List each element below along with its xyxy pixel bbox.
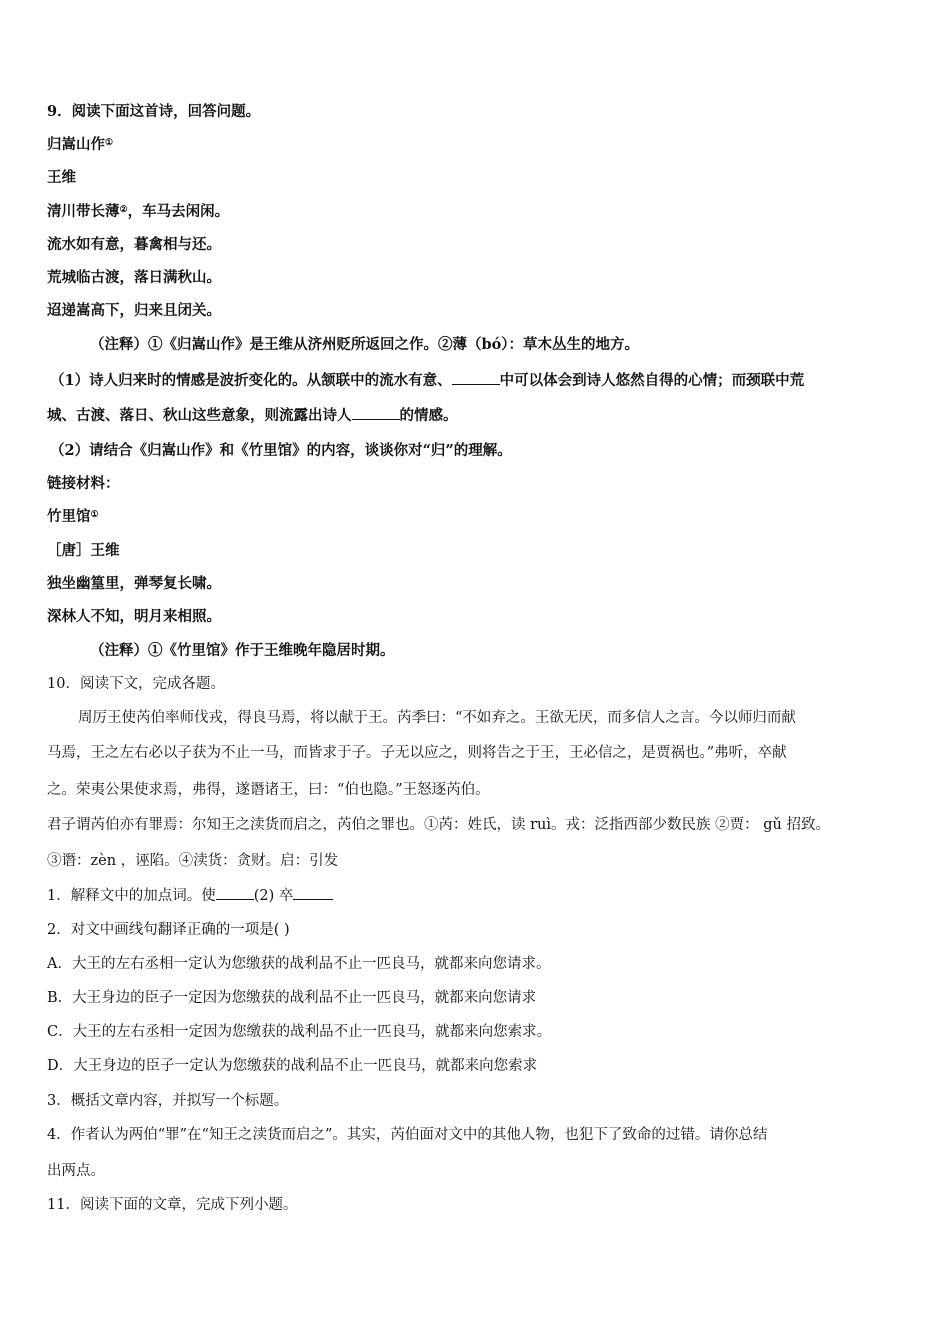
poem-title: 归嵩山作① xyxy=(47,136,114,153)
link-poem-title: 竹里馆① xyxy=(47,508,99,525)
poem-line-3: 荒城临古渡，落日满秋山。 xyxy=(47,269,221,286)
answer-blank[interactable] xyxy=(352,405,400,420)
q10-passage-line-2: 马焉，王之左右必以子获为不止一马，而皆求于子。子无以应之，则将告之于王，王必信之，是贾祸也。”弗听，卒献 xyxy=(47,745,787,761)
q10-passage-line-1: 周厉王使芮伯率师伐戎，得良马焉，将以献于王。芮季曰：“不如弃之。王欲无厌，而多信人之言。今以师归而献 xyxy=(78,710,796,726)
answer-blank[interactable] xyxy=(452,370,500,385)
q10-sub3: 3．概括文章内容，并拟写一个标题。 xyxy=(47,1093,289,1109)
poem-title-note: ① xyxy=(105,138,114,148)
q9-sub2: （2）请结合《归嵩山作》和《竹里馆》的内容，谈谈你对“归”的理解。 xyxy=(50,442,512,459)
q10-sub2: 2．对文中画线句翻译正确的一项是( ) xyxy=(47,922,290,938)
option-a[interactable]: A．大王的左右丞相一定认为您缴获的战利品不止一匹良马，就都来向您请求。 xyxy=(47,956,551,972)
q10-sub4-line2: 出两点。 xyxy=(47,1163,105,1179)
q10-sub4-line1: 4．作者认为两伯“罪”在“知王之渎货而启之”。其实，芮伯面对文中的其他人物，也犯下了致命的过错。请你总结 xyxy=(47,1127,768,1143)
answer-blank[interactable] xyxy=(216,885,254,900)
q9-sub1-line1: （1）诗人归来时的情感是波折变化的。从颔联中的流水有意、 中可以体会到诗人悠然自得的心情；而颈联中荒 xyxy=(50,372,805,389)
q10-passage-line-4: 君子谓芮伯亦有罪焉：尔知王之渎货而启之，芮伯之罪也。①芮：姓氏，读 ruì。戎：泛指西部少数民族 ②贾： gǔ 招致。 xyxy=(47,817,830,833)
poem-line1-note: ② xyxy=(119,205,128,215)
q10-notes: ③谮：zèn ，诬陷。④渎货：贪财。启：引发 xyxy=(47,853,339,869)
poem-line-4: 迢递嵩高下，归来且闭关。 xyxy=(47,302,221,319)
link-poem-author: ［唐］王维 xyxy=(47,542,120,559)
link-title-note: ① xyxy=(90,510,99,520)
link-annotation: （注释）①《竹里馆》作于王维晚年隐居时期。 xyxy=(90,642,395,659)
q9-sub1-line2: 城、古渡、落日、秋山这些意象，则流露出诗人 的情感。 xyxy=(47,407,458,424)
q10-sub1: 1．解释文中的加点词。使 (2) 卒 xyxy=(47,885,920,907)
link-poem-line-1: 独坐幽篁里，弹琴复长啸。 xyxy=(47,575,221,592)
q11-title: 11．阅读下面的文章，完成下列小题。 xyxy=(47,1197,298,1213)
option-b[interactable]: B．大王身边的臣子一定因为您缴获的战利品不止一匹良马，就都来向您请求 xyxy=(47,990,537,1006)
poem-annotation: （注释）①《归嵩山作》是王维从济州贬所返回之作。②薄（bó）：草木丛生的地方。 xyxy=(90,336,640,353)
q10-passage-line-3: 之。荣夷公果使求焉，弗得，遂谮诸王，曰：“伯也隐。”王怒逐芮伯。 xyxy=(47,782,490,798)
q9-title: 9．阅读下面这首诗，回答问题。 xyxy=(47,103,261,120)
q10-title: 10．阅读下文，完成各题。 xyxy=(47,676,225,692)
poem-line-2: 流水如有意，暮禽相与还。 xyxy=(47,236,221,253)
link-poem-line-2: 深林人不知，明月来相照。 xyxy=(47,608,221,625)
poem-line-1: 清川带长薄②，车马去闲闲。 xyxy=(47,203,230,220)
option-d[interactable]: D．大王身边的臣子一定认为您缴获的战利品不止一匹良马，就都来向您索求 xyxy=(47,1058,538,1074)
option-c[interactable]: C．大王的左右丞相一定因为您缴获的战利品不止一匹良马，就都来向您索求。 xyxy=(47,1024,552,1040)
link-label: 链接材料： xyxy=(47,475,120,492)
answer-blank[interactable] xyxy=(293,885,333,900)
poem-author: 王维 xyxy=(47,169,76,186)
